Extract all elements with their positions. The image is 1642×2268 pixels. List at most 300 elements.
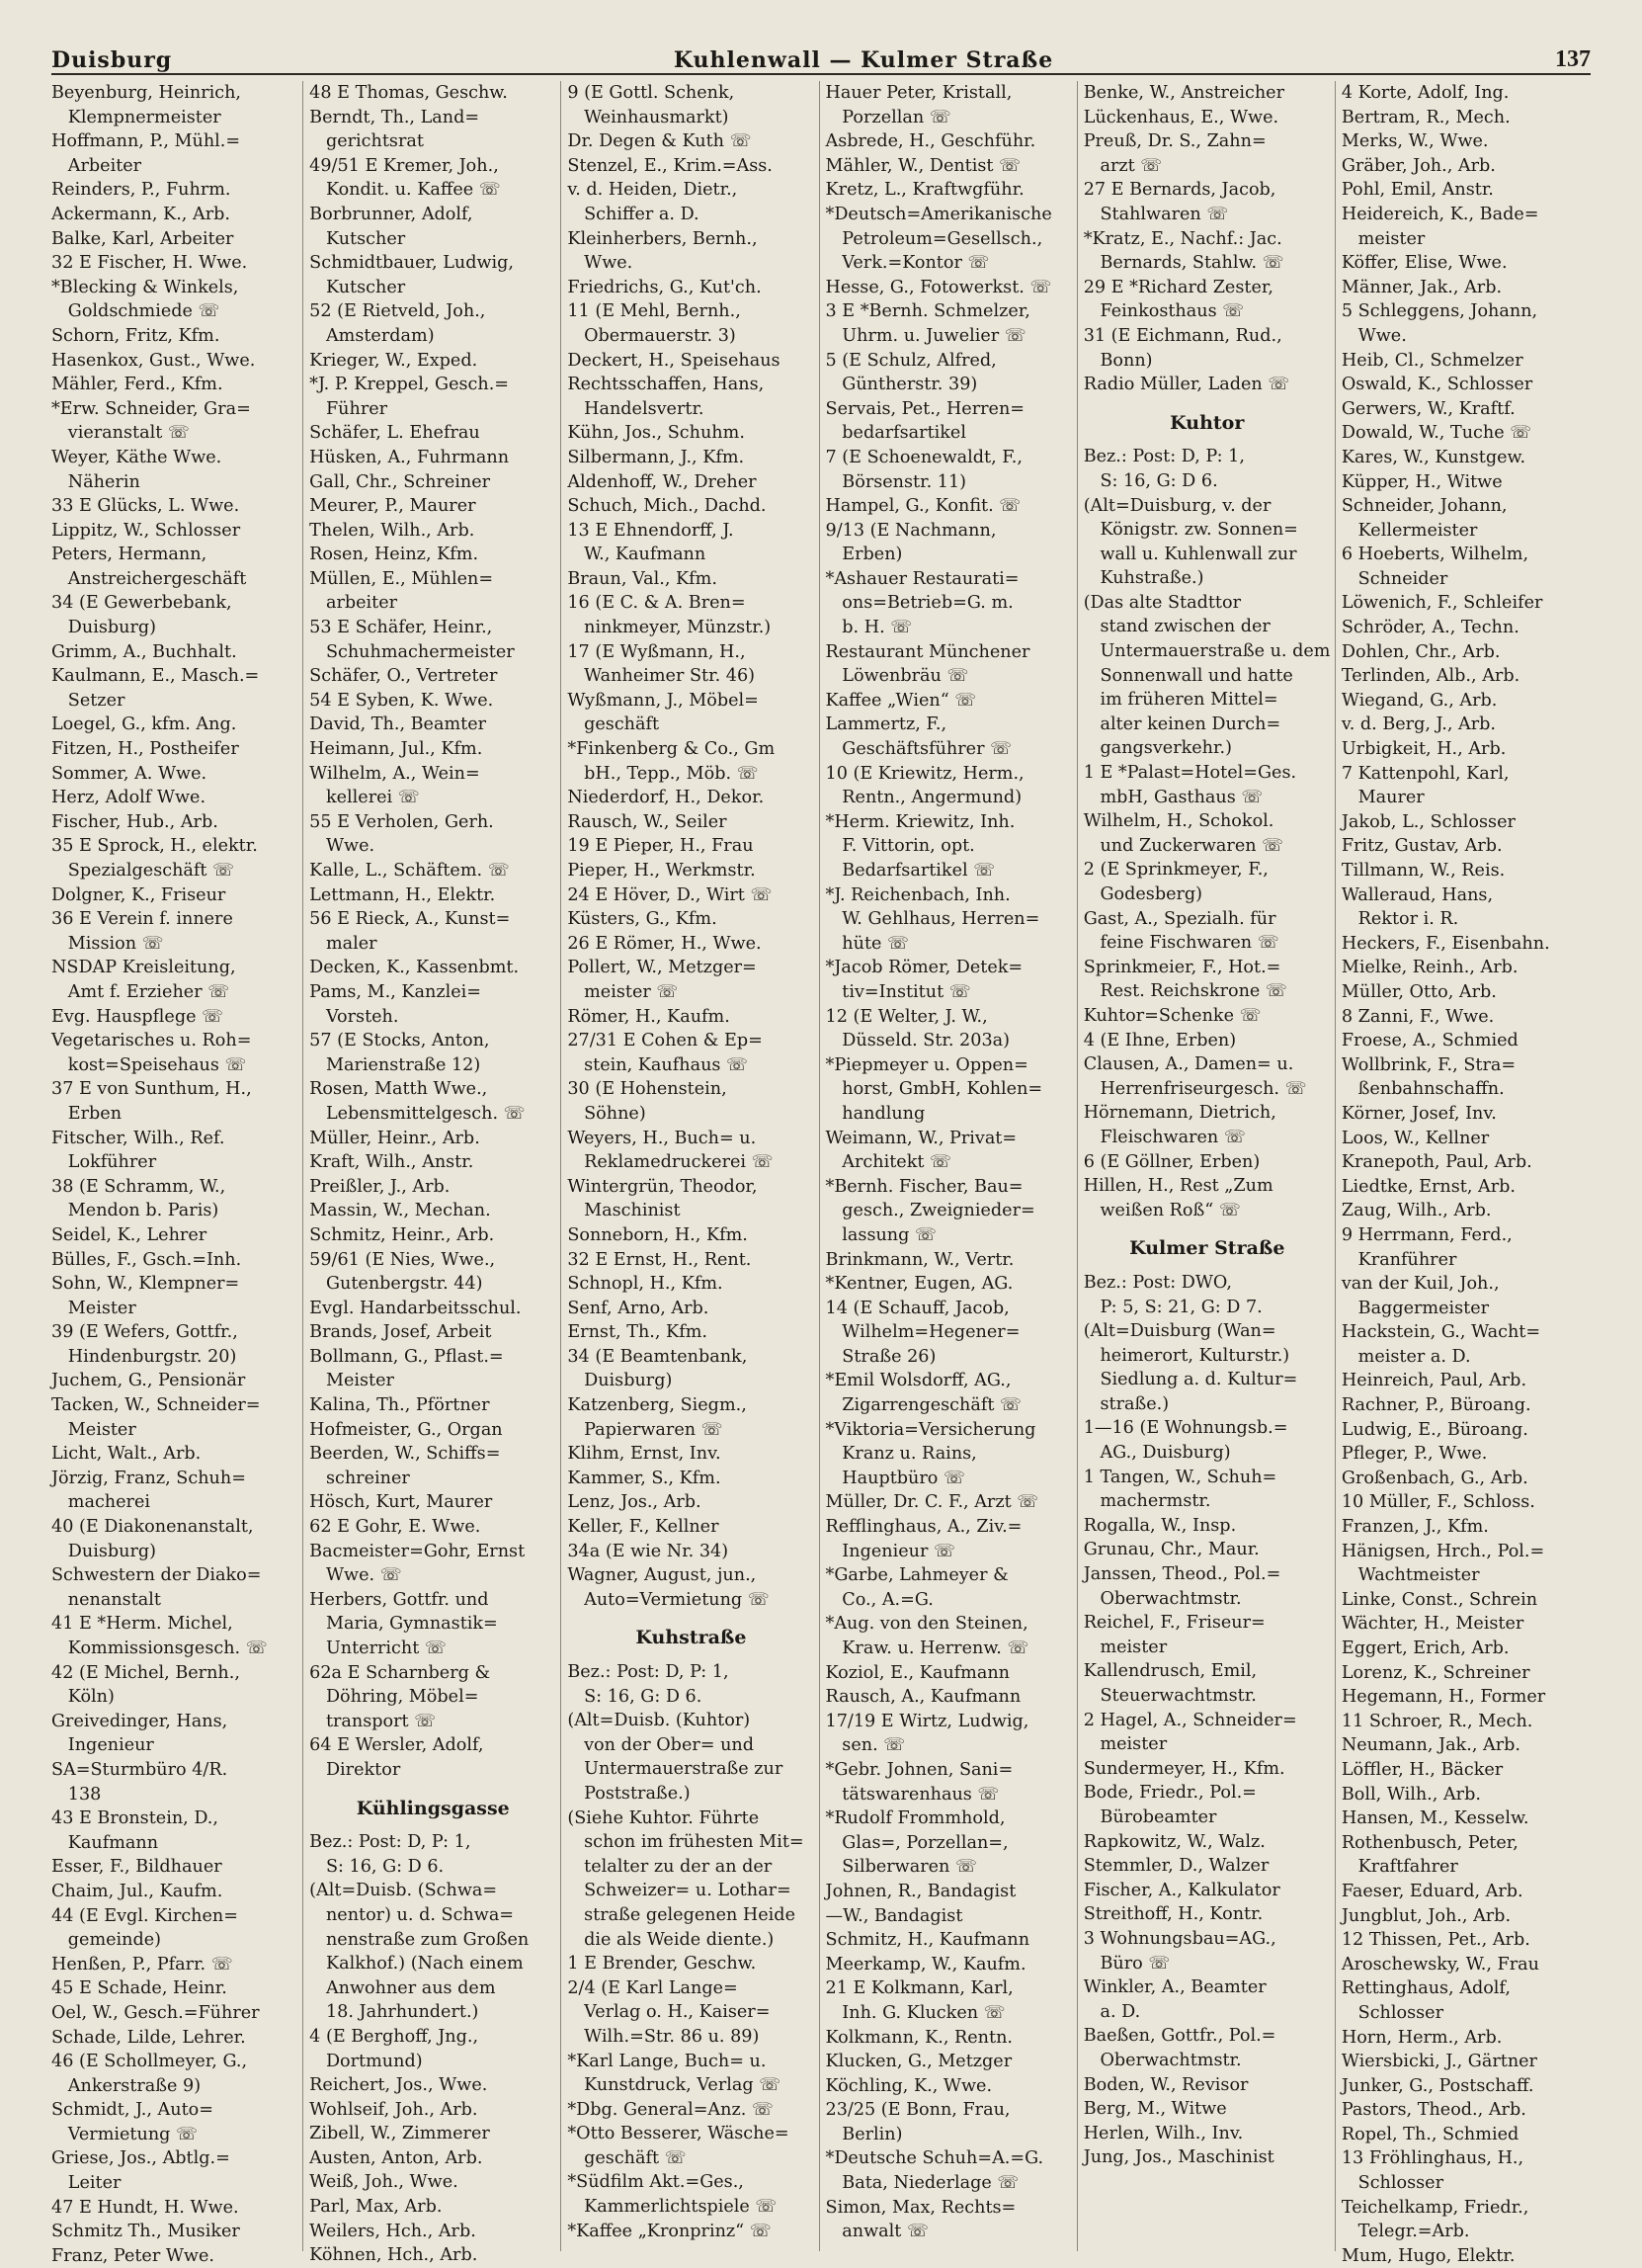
directory-entry: P: 5, S: 21, G: D 7. xyxy=(1083,1297,1263,1317)
directory-entry: Sommer, A. Wwe. xyxy=(51,763,207,784)
directory-entry: Weyer, Käthe Wwe. xyxy=(51,447,222,467)
directory-entry: 12 (E Welter, J. W., xyxy=(825,1006,988,1027)
directory-entry: 18. Jahrhundert.) xyxy=(309,2002,479,2023)
directory-entry: 48 E Thomas, Geschw. xyxy=(309,83,508,103)
directory-entry: Hofmeister, G., Organ xyxy=(309,1419,503,1440)
directory-entry: Bürobeamter xyxy=(1083,1806,1217,1827)
directory-entry: Maria, Gymnastik= xyxy=(309,1614,498,1635)
directory-entry: 4 (E Ihne, Erben) xyxy=(1083,1030,1237,1050)
directory-entry: Handelsvertr. xyxy=(567,398,704,419)
directory-entry: Licht, Walt., Arb. xyxy=(51,1444,202,1465)
directory-entry: Jakob, L., Schlosser xyxy=(1341,811,1516,832)
directory-entry: 52 (E Rietveld, Joh., xyxy=(309,301,486,322)
directory-entry: nentor) u. d. Schwa= xyxy=(309,1904,515,1925)
directory-entry: im früheren Mittel= xyxy=(1083,690,1278,711)
directory-entry: Klucken, G., Metzger xyxy=(825,2052,1013,2072)
directory-entry: die als Weide diente.) xyxy=(567,1929,775,1950)
directory-entry: *Kentner, Eugen, AG. xyxy=(825,1274,1014,1295)
directory-entry: Erben xyxy=(51,1103,123,1124)
directory-entry: Kammer, S., Kfm. xyxy=(567,1468,721,1488)
directory-entry: ßenbahnschaffn. xyxy=(1341,1079,1505,1100)
directory-entry: Kutscher xyxy=(309,277,406,297)
directory-entry: Maschinist xyxy=(567,1201,681,1221)
directory-entry: straße gelegenen Heide xyxy=(567,1904,795,1925)
directory-entry: 34a (E wie Nr. 34) xyxy=(567,1541,729,1561)
directory-entry: Berg, M., Witwe xyxy=(1083,2099,1227,2120)
directory-entry: Wiersbicki, J., Gärtner xyxy=(1341,2052,1537,2072)
directory-entry: gemeinde) xyxy=(51,1930,162,1951)
directory-entry: 46 (E Schollmeyer, G., xyxy=(51,2052,248,2072)
directory-entry: Lückenhaus, E., Wwe. xyxy=(1083,107,1279,127)
directory-entry: (Alt=Duisb. (Schwa= xyxy=(309,1881,498,1901)
directory-entry: Sprinkmeier, F., Hot.= xyxy=(1083,957,1281,977)
directory-entry: Küpper, H., Witwe xyxy=(1341,471,1503,492)
directory-entry: Arbeiter xyxy=(51,155,142,176)
directory-entry: Dowald, W., Tuche ☏ xyxy=(1341,423,1532,444)
directory-entry: bedarfsartikel xyxy=(825,423,966,444)
directory-entry: feine Fischwaren ☏ xyxy=(1083,933,1279,954)
directory-entry: Heib, Cl., Schmelzer xyxy=(1341,350,1523,371)
directory-entry: Asbrede, H., Geschführ. xyxy=(825,131,1036,152)
directory-entry: Fischer, A., Kalkulator xyxy=(1083,1880,1280,1900)
directory-entry: Clausen, A., Damen= u. xyxy=(1083,1054,1294,1075)
directory-entry: Bez.: Post: DWO, xyxy=(1083,1272,1232,1293)
directory-entry: Urbigkeit, H., Arb. xyxy=(1341,739,1507,760)
directory-entry: Kallendrusch, Emil, xyxy=(1083,1661,1258,1682)
directory-entry: Eggert, Erich, Arb. xyxy=(1341,1638,1510,1658)
directory-entry: Terlinden, Alb., Arb. xyxy=(1341,666,1520,687)
directory-entry: Wwe. xyxy=(1341,325,1407,346)
directory-entry: Ankerstraße 9) xyxy=(51,2075,202,2096)
directory-entry: Kuhtor=Schenke ☏ xyxy=(1083,1005,1262,1026)
directory-entry: Grunau, Chr., Maur. xyxy=(1083,1540,1260,1560)
directory-entry: Architekt ☏ xyxy=(825,1152,952,1173)
directory-entry: Kares, W., Kunstgew. xyxy=(1341,447,1526,467)
directory-entry: 40 (E Diakonenanstalt, xyxy=(51,1517,254,1538)
directory-entry: Wilh.=Str. 86 u. 89) xyxy=(567,2026,760,2047)
directory-entry: Meister xyxy=(51,1419,136,1440)
directory-entry: Pastors, Theod., Arb. xyxy=(1341,2100,1526,2121)
directory-entry: Bez.: Post: D, P: 1, xyxy=(1083,447,1245,467)
directory-column-3 xyxy=(567,81,819,2251)
directory-entry: Amsterdam) xyxy=(309,325,435,346)
directory-entry: Kraw. u. Herrenw. ☏ xyxy=(825,1638,1029,1658)
directory-entry: Mum, Hugo, Elektr. xyxy=(1341,2245,1516,2266)
street-heading: Kulmer Straße xyxy=(1129,1237,1285,1260)
directory-entry: 10 (E Kriewitz, Herm., xyxy=(825,763,1025,784)
directory-entry: 11 (E Mehl, Bernh., xyxy=(567,301,741,322)
directory-entry: —W., Bandagist xyxy=(825,1905,963,1926)
directory-entry: Reichel, F., Friseur= xyxy=(1083,1613,1266,1634)
directory-entry: Klempnermeister xyxy=(51,107,221,127)
directory-entry: Friedrichs, G., Kut'ch. xyxy=(567,277,762,297)
directory-entry: 8 Zanni, F., Wwe. xyxy=(1341,1006,1495,1027)
directory-entry: Hösch, Kurt, Maurer xyxy=(309,1492,493,1513)
directory-entry: sen. ☏ xyxy=(825,1735,906,1756)
directory-entry: mbH, Gasthaus ☏ xyxy=(1083,787,1264,807)
directory-entry: Meurer, P., Maurer xyxy=(309,496,476,517)
directory-entry: Massin, W., Mechan. xyxy=(309,1201,491,1221)
directory-entry: Kammerlichtspiele ☏ xyxy=(567,2197,778,2218)
directory-entry: Stahlwaren ☏ xyxy=(1083,204,1229,224)
directory-entry: Gerwers, W., Kraftf. xyxy=(1341,398,1516,419)
directory-entry: Unterricht ☏ xyxy=(309,1638,447,1658)
directory-entry: geschäft ☏ xyxy=(567,2147,687,2168)
directory-entry: Mielke, Reinh., Arb. xyxy=(1341,958,1519,978)
directory-entry: Oel, W., Gesch.=Führer xyxy=(51,2002,260,2023)
directory-entry: Kutscher xyxy=(309,228,406,249)
directory-entry: Pollert, W., Metzger= xyxy=(567,958,757,978)
directory-entry: Anstreichergeschäft xyxy=(51,568,247,589)
directory-entry: Heimann, Jul., Kfm. xyxy=(309,739,483,760)
directory-entry: Berndt, Th., Land= xyxy=(309,107,480,127)
directory-entry: 6 Hoeberts, Wilhelm, xyxy=(1341,545,1529,565)
directory-entry: Bedarfsartikel ☏ xyxy=(825,861,996,881)
directory-entry: 57 (E Stocks, Anton, xyxy=(309,1031,490,1051)
directory-entry: Vermietung ☏ xyxy=(51,2124,198,2144)
directory-entry: Wyßmann, J., Möbel= xyxy=(567,690,759,711)
directory-entry: Glas=, Porzellan=, xyxy=(825,1832,1009,1853)
directory-entry: 27 E Bernards, Jacob, xyxy=(1083,180,1276,201)
directory-entry: Benke, W., Anstreicher xyxy=(1083,83,1284,103)
directory-entry: Wintergrün, Theodor, xyxy=(567,1176,758,1197)
directory-entry: 24 E Höver, D., Wirt ☏ xyxy=(567,884,773,905)
directory-entry: Straße 26) xyxy=(825,1346,937,1367)
directory-entry: Gall, Chr., Schreiner xyxy=(309,471,491,492)
directory-entry: alter keinen Durch= xyxy=(1083,714,1281,734)
directory-entry: Heinreich, Paul, Arb. xyxy=(1341,1371,1527,1391)
directory-entry: 14 (E Schauff, Jacob, xyxy=(825,1298,1010,1318)
directory-entry: Klihm, Ernst, Inv. xyxy=(567,1444,721,1465)
directory-entry: *Blecking & Winkels, xyxy=(51,277,239,297)
directory-entry: Godesberg) xyxy=(1083,884,1203,904)
directory-entry: Börsenstr. 11) xyxy=(825,471,967,492)
directory-entry: Wagner, August, jun., xyxy=(567,1565,757,1586)
directory-entry: Schäfer, L. Ehefrau xyxy=(309,423,480,444)
directory-entry: *Gebr. Johnen, Sani= xyxy=(825,1759,1014,1780)
directory-entry: 30 (E Hohenstein, xyxy=(567,1079,727,1100)
directory-entry: Großenbach, G., Arb. xyxy=(1341,1468,1528,1488)
directory-entry: 5 (E Schulz, Alfred, xyxy=(825,350,997,371)
directory-entry: schon im frühesten Mit= xyxy=(567,1832,804,1853)
directory-entry: 19 E Pieper, H., Frau xyxy=(567,836,754,857)
directory-entry: Kolkmann, K., Rentn. xyxy=(825,2027,1013,2048)
directory-entry: 32 E Fischer, H. Wwe. xyxy=(51,253,248,274)
directory-entry: Fritz, Gustav, Arb. xyxy=(1341,836,1503,857)
directory-entry: telalter zu der an der xyxy=(567,1856,773,1877)
directory-entry: Gast, A., Spezialh. für xyxy=(1083,908,1276,929)
directory-entry: Esser, F., Bildhauer xyxy=(51,1857,222,1878)
directory-entry: Weyers, H., Buch= u. xyxy=(567,1128,757,1148)
directory-entry: 6 (E Göllner, Erben) xyxy=(1083,1151,1261,1172)
directory-entry: *Piepmeyer u. Oppen= xyxy=(825,1054,1028,1075)
directory-entry: gesch., Zweignieder= xyxy=(825,1201,1035,1221)
directory-entry: *Bernh. Fischer, Bau= xyxy=(825,1176,1024,1197)
directory-entry: Juchem, G., Pensionär xyxy=(51,1371,246,1391)
directory-entry: nenstraße zum Großen xyxy=(309,1929,530,1950)
directory-entry: Anwohner aus dem xyxy=(309,1977,496,1998)
directory-entry: (Alt=Duisb. (Kuhtor) xyxy=(567,1711,751,1731)
directory-entry: lassung ☏ xyxy=(825,1224,937,1245)
directory-entry: Löwenbräu ☏ xyxy=(825,666,969,687)
directory-entry: Schade, Lilde, Lehrer. xyxy=(51,2027,246,2048)
directory-entry: horst, GmbH, Kohlen= xyxy=(825,1079,1043,1100)
directory-entry: Auto=Vermietung ☏ xyxy=(567,1589,770,1610)
directory-entry: Boll, Wilh., Arb. xyxy=(1341,1784,1481,1805)
directory-entry: (Alt=Duisburg, v. der xyxy=(1083,495,1272,516)
directory-entry: *Rudolf Frommhold, xyxy=(825,1808,1006,1829)
directory-entry: Herbers, Gottfr. und xyxy=(309,1589,489,1610)
directory-entry: *Karl Lange, Buch= u. xyxy=(567,2051,767,2071)
directory-entry: Bode, Friedr., Pol.= xyxy=(1083,1783,1257,1804)
directory-column-2 xyxy=(309,81,561,2266)
directory-entry: *J. P. Kreppel, Gesch.= xyxy=(309,375,510,395)
directory-entry: Preuß, Dr. S., Zahn= xyxy=(1083,131,1267,152)
directory-entry: v. d. Berg, J., Arb. xyxy=(1341,714,1496,735)
directory-entry: Körner, Josef, Inv. xyxy=(1341,1103,1497,1124)
directory-entry: Oswald, K., Schlosser xyxy=(1341,375,1533,395)
directory-entry: van der Kuil, Joh., xyxy=(1341,1274,1500,1295)
directory-entry: Fitzen, H., Postheifer xyxy=(51,739,239,760)
directory-entry: 1 Tangen, W., Schuh= xyxy=(1083,1467,1277,1487)
directory-entry: Müllen, E., Mühlen= xyxy=(309,568,494,589)
directory-entry: Liedtke, Ernst, Arb. xyxy=(1341,1176,1517,1197)
directory-entry: Hackstein, G., Wacht= xyxy=(1341,1322,1541,1343)
directory-entry: Duisburg) xyxy=(567,1371,673,1391)
directory-entry: 23/25 (E Bonn, Frau, xyxy=(825,2100,1011,2121)
directory-entry: Janssen, Theod., Pol.= xyxy=(1083,1564,1281,1585)
directory-entry: Winkler, A., Beamter xyxy=(1083,1977,1267,1998)
directory-entry: Männer, Jak., Arb. xyxy=(1341,277,1503,297)
directory-entry: Griese, Jos., Abtlg.= xyxy=(51,2148,230,2169)
directory-entry: Kranführer xyxy=(1341,1249,1457,1270)
directory-entry: Näherin xyxy=(51,471,140,492)
directory-entry: Lammertz, F., xyxy=(825,714,947,735)
directory-entry: Müller, Otto, Arb. xyxy=(1341,981,1497,1002)
directory-entry: Oberwachtmstr. xyxy=(1083,2050,1242,2070)
directory-entry: W., Kaufmann xyxy=(567,545,706,565)
directory-entry: 1 E *Palast=Hotel=Ges. xyxy=(1083,763,1297,784)
directory-entry: F. Vittorin, opt. xyxy=(825,836,975,857)
directory-entry: b. H. ☏ xyxy=(825,618,913,638)
directory-entry: geschäft xyxy=(567,714,660,735)
directory-entry: *Deutsch=Amerikanische xyxy=(825,204,1052,224)
directory-entry: Johnen, R., Bandagist xyxy=(825,1881,1017,1901)
header-city: Duisburg xyxy=(51,47,173,73)
directory-entry: Bernards, Stahlw. ☏ xyxy=(1083,253,1284,274)
directory-entry: Preißler, J., Arb. xyxy=(309,1176,451,1197)
directory-entry: Königstr. zw. Sonnen= xyxy=(1083,520,1298,541)
directory-entry: meister xyxy=(1341,228,1426,249)
directory-entry: Setzer xyxy=(51,690,125,711)
directory-entry: stand zwischen der xyxy=(1083,617,1271,637)
directory-entry: 9/13 (E Nachmann, xyxy=(825,520,997,541)
directory-entry: Kaffee „Wien“ ☏ xyxy=(825,690,977,711)
directory-entry: Hindenburgstr. 20) xyxy=(51,1346,237,1367)
directory-entry: Krieger, W., Exped. xyxy=(309,350,478,371)
directory-entry: 47 E Hundt, H. Wwe. xyxy=(51,2197,239,2218)
directory-entry: Maurer xyxy=(1341,788,1425,808)
directory-entry: *Kratz, E., Nachf.: Jac. xyxy=(1083,228,1282,249)
directory-entry: Goldschmiede ☏ xyxy=(51,301,220,322)
directory-entry: Braun, Val., Kfm. xyxy=(567,568,717,589)
directory-entry: Herlen, Wilh., Inv. xyxy=(1083,2123,1244,2143)
directory-entry: 138 xyxy=(51,1784,102,1805)
directory-entry: Rest. Reichskrone ☏ xyxy=(1083,981,1287,1002)
directory-entry: Direktor xyxy=(309,1759,401,1780)
directory-entry: NSDAP Kreisleitung, xyxy=(51,958,236,978)
directory-entry: Löwenich, F., Schleifer xyxy=(1341,593,1543,614)
directory-entry: Wwe. xyxy=(567,253,633,274)
directory-entry: wall u. Kuhlenwall zur xyxy=(1083,544,1297,564)
directory-entry: Kranz u. Rains, xyxy=(825,1444,977,1465)
directory-entry: 36 E Verein f. innere xyxy=(51,909,233,930)
directory-entry: W. Gehlhaus, Herren= xyxy=(825,909,1040,930)
directory-entry: Aldenhoff, W., Dreher xyxy=(567,471,757,492)
directory-column-4 xyxy=(826,81,1078,2251)
directory-entry: Pieper, H., Werkmstr. xyxy=(567,861,756,881)
directory-entry: 3 E *Bernh. Schmelzer, xyxy=(825,301,1030,322)
directory-entry: Schlosser xyxy=(1341,2173,1443,2194)
directory-entry: Kretz, L., Kraftwgführ. xyxy=(825,180,1025,201)
directory-entry: Schnopl, H., Kfm. xyxy=(567,1274,723,1295)
directory-entry: *Ashauer Restaurati= xyxy=(825,568,1020,589)
directory-entry: 45 E Schade, Heinr. xyxy=(51,1978,227,1999)
directory-entry: gerichtsrat xyxy=(309,131,424,152)
directory-entry: Peters, Hermann, xyxy=(51,545,207,565)
directory-entry: S: 16, G: D 6. xyxy=(1083,470,1218,491)
directory-entry: Müller, Dr. C. F., Arzt ☏ xyxy=(825,1492,1039,1513)
directory-entry: Kranepoth, Paul, Arb. xyxy=(1341,1152,1532,1173)
directory-entry: 1 E Brender, Geschw. xyxy=(567,1954,757,1974)
directory-entry: Berlin) xyxy=(825,2124,903,2144)
directory-entry: Sundermeyer, H., Kfm. xyxy=(1083,1758,1285,1779)
directory-entry: Oberwachtmstr. xyxy=(1083,1588,1242,1609)
directory-entry: Simon, Max, Rechts= xyxy=(825,2197,1017,2218)
directory-entry: Fischer, Hub., Arb. xyxy=(51,811,218,832)
directory-entry: vieranstalt ☏ xyxy=(51,423,190,444)
directory-entry: maler xyxy=(309,933,377,954)
directory-entry: Wachtmeister xyxy=(1341,1565,1480,1586)
directory-entry: Aroschewsky, W., Frau xyxy=(1341,1954,1539,1974)
directory-entry: Wilhelm=Hegener= xyxy=(825,1322,1021,1343)
directory-entry: Söhne) xyxy=(567,1103,646,1124)
directory-entry: Balke, Karl, Arbeiter xyxy=(51,228,234,249)
directory-entry: Erben) xyxy=(825,545,903,565)
directory-entry: Verlag o. H., Kaiser= xyxy=(567,2002,771,2023)
directory-entry: Dohlen, Chr., Arb. xyxy=(1341,641,1501,662)
directory-entry: Zaug, Wilh., Arb. xyxy=(1341,1201,1492,1221)
directory-entry: Keller, F., Kellner xyxy=(567,1517,719,1538)
directory-entry: Duisburg) xyxy=(51,618,157,638)
directory-entry: Zigarrengeschäft ☏ xyxy=(825,1395,1023,1416)
directory-entry: 3 Wohnungsbau=AG., xyxy=(1083,1928,1276,1949)
directory-entry: Sonnenwall und hatte xyxy=(1083,665,1293,686)
directory-entry: Schmidtbauer, Ludwig, xyxy=(309,253,515,274)
directory-entry: meister a. D. xyxy=(1341,1346,1471,1367)
directory-entry: tätswarenhaus ☏ xyxy=(825,1784,1000,1805)
directory-entry: Thelen, Wilh., Arb. xyxy=(309,520,475,541)
directory-entry: Austen, Anton, Arb. xyxy=(309,2147,483,2168)
directory-entry: Sohn, W., Klempner= xyxy=(51,1274,240,1295)
directory-entry: schreiner xyxy=(309,1468,410,1488)
directory-entry: 2/4 (E Karl Lange= xyxy=(567,1977,738,1998)
directory-entry: Telegr.=Arb. xyxy=(1341,2222,1470,2242)
directory-entry: Meerkamp, W., Kaufm. xyxy=(825,1954,1026,1974)
header-street-range: Kuhlenwall — Kulmer Straße xyxy=(673,47,1054,73)
directory-entry: Wollbrink, F., Stra= xyxy=(1341,1054,1517,1075)
directory-entry: Tacken, W., Schneider= xyxy=(51,1395,261,1416)
directory-entry: Pams, M., Kanzlei= xyxy=(309,981,482,1002)
directory-entry: 49/51 E Kremer, Joh., xyxy=(309,155,499,176)
directory-entry: Wilhelm, A., Wein= xyxy=(309,763,480,784)
directory-entry: 2 (E Sprinkmeyer, F., xyxy=(1083,860,1269,881)
directory-entry: Ernst, Th., Kfm. xyxy=(567,1322,707,1343)
directory-entry: Faeser, Eduard, Arb. xyxy=(1341,1881,1523,1901)
directory-entry: Feinkosthaus ☏ xyxy=(1083,301,1245,322)
directory-entry: Kellermeister xyxy=(1341,520,1478,541)
directory-entry: 32 E Ernst, H., Rent. xyxy=(567,1249,752,1270)
directory-entry: Merks, W., Wwe. xyxy=(1341,131,1489,152)
directory-entry: Weiß, Joh., Wwe. xyxy=(309,2172,458,2193)
directory-entry: Döhring, Möbel= xyxy=(309,1687,479,1708)
directory-entry: Büro ☏ xyxy=(1083,1953,1171,1974)
directory-entry: Henßen, P., Pfarr. ☏ xyxy=(51,1954,233,1974)
directory-entry: Römer, H., Kaufm. xyxy=(567,1006,730,1027)
directory-entry: Silberwaren ☏ xyxy=(825,1857,977,1878)
directory-entry: Boden, W., Revisor xyxy=(1083,2074,1249,2095)
directory-entry: 9 Herrmann, Ferd., xyxy=(1341,1224,1513,1245)
page-header xyxy=(51,38,1591,75)
directory-entry: ons=Betrieb=G. m. xyxy=(825,593,1014,614)
directory-entry: David, Th., Beamter xyxy=(309,714,487,735)
directory-entry: Koziol, E., Kaufmann xyxy=(825,1662,1011,1683)
directory-entry: Radio Müller, Laden ☏ xyxy=(1083,375,1290,395)
directory-entry: 12 Thissen, Pet., Arb. xyxy=(1341,1930,1530,1951)
directory-entry: gangsverkehr.) xyxy=(1083,738,1232,759)
directory-entry: Steuerwachtmstr. xyxy=(1083,1686,1257,1706)
directory-entry: Hillen, H., Rest „Zum xyxy=(1083,1176,1273,1197)
directory-entry: Borbrunner, Adolf, xyxy=(309,204,473,224)
directory-entry: Schmitz, Heinr., Arb. xyxy=(309,1224,495,1245)
directory-columns xyxy=(51,81,1593,2266)
directory-entry: Kaulmann, E., Masch.= xyxy=(51,666,260,687)
directory-entry: S: 16, G: D 6. xyxy=(309,1856,445,1877)
directory-entry: Bata, Niederlage ☏ xyxy=(825,2173,1020,2194)
directory-entry: Schiffer a. D. xyxy=(567,204,699,224)
directory-entry: Bacmeister=Gohr, Ernst xyxy=(309,1541,526,1561)
directory-entry: Grimm, A., Buchhalt. xyxy=(51,641,237,662)
directory-entry: 17/19 E Wirtz, Ludwig, xyxy=(825,1711,1029,1731)
directory-column-6 xyxy=(1341,81,1593,2266)
directory-entry: Sonneborn, H., Kfm. xyxy=(567,1224,748,1245)
directory-entry: Köchling, K., Wwe. xyxy=(825,2075,993,2096)
street-heading: Kühlingsgasse xyxy=(356,1797,510,1819)
directory-entry: Schneider, Johann, xyxy=(1341,496,1508,517)
directory-entry: Franzen, J., Kfm. xyxy=(1341,1517,1489,1538)
directory-entry: Jungblut, Joh., Arb. xyxy=(1341,1905,1512,1926)
directory-entry: (Das alte Stadttor xyxy=(1083,592,1241,613)
directory-entry: Senf, Arno, Arb. xyxy=(567,1298,709,1318)
directory-entry: *Herm. Kriewitz, Inh. xyxy=(825,811,1016,832)
directory-entry: hüte ☏ xyxy=(825,933,910,954)
directory-entry: Bez.: Post: D, P: 1, xyxy=(309,1832,471,1853)
directory-entry: Co., A.=G. xyxy=(825,1589,934,1610)
directory-entry: Gräber, Joh., Arb. xyxy=(1341,155,1496,176)
street-heading: Kuhstraße xyxy=(635,1627,747,1649)
directory-entry: Güntherstr. 39) xyxy=(825,375,978,395)
directory-entry: Fitscher, Wilh., Ref. xyxy=(51,1128,225,1148)
